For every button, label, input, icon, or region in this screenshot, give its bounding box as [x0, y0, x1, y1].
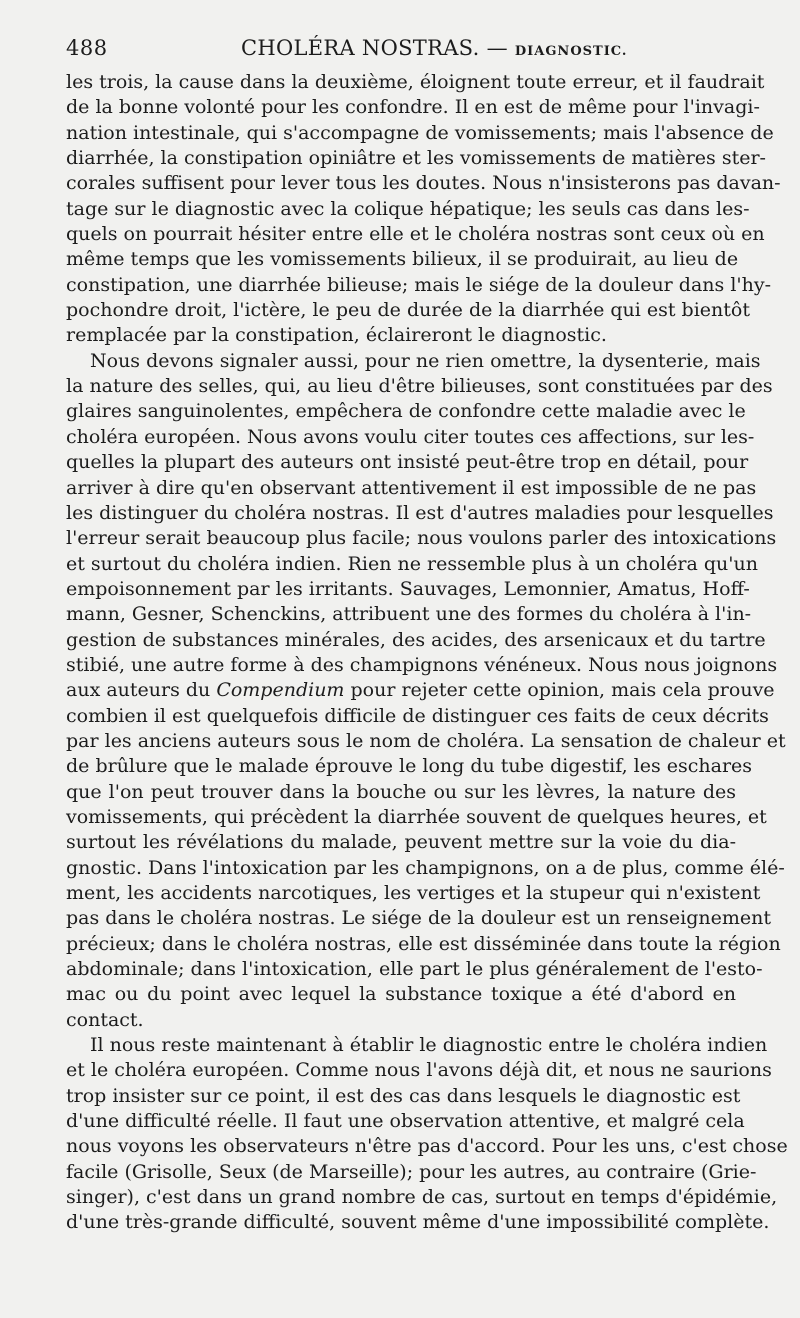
text-line: stibié, une autre forme à des champignons vénéneux. Nous nous joignons	[66, 653, 778, 676]
text-line: combien il est quelquefois difficile de distinguer ces faits de ceux décrits	[66, 704, 769, 727]
text-line: et surtout du choléra indien. Rien ne ressemble plus à un choléra qu'un	[66, 552, 758, 575]
text-line: d'une très-grande difficulté, souvent même d'une impossibilité complète.	[66, 1211, 770, 1234]
text-line: facile (Grisolle, Seux (de Marseille); pour les autres, au contraire (Grie-	[66, 1160, 757, 1183]
text-line: quels on pourrait hésiter entre elle et le choléra nostras sont ceux où en	[66, 223, 765, 246]
text-line: trop insister sur ce point, il est des cas dans lesquels le diagnostic est	[66, 1084, 741, 1107]
text-line: mac ou du point avec lequel la substance toxique a été d'abord en	[66, 983, 736, 1006]
text-line: diarrhée, la constipation opiniâtre et les vomissements de matières ster-	[66, 147, 766, 170]
body-text	[66, 70, 788, 1236]
text-line: la nature des selles, qui, au lieu d'être bilieuses, sont constituées par des	[66, 375, 773, 398]
text-line: par les anciens auteurs sous le nom de choléra. La sensation de chaleur et	[66, 729, 786, 752]
italic-title: Compendium	[216, 679, 345, 702]
text-line: les trois, la cause dans la deuxième, éloignent toute erreur, et il faudrait	[66, 71, 765, 93]
running-title-dash: —	[486, 36, 508, 60]
text-line: et le choléra européen. Comme nous l'avons déjà dit, et nous ne saurions	[66, 1059, 772, 1082]
text-line: aux auteurs du Compendium pour rejeter cette opinion, mais cela prouve	[66, 679, 775, 702]
text-line: quelles la plupart des auteurs ont insisté peut-être trop en détail, pour	[66, 451, 749, 474]
text-line: glaires sanguinolentes, empêchera de confondre cette maladie avec le	[66, 400, 746, 423]
text-line: surtout les révélations du malade, peuvent mettre sur la voie du dia-	[66, 831, 736, 854]
text-line: Nous devons signaler aussi, pour ne rien omettre, la dysenterie, mais	[90, 349, 761, 372]
text-line: d'une difficulté réelle. Il faut une observation attentive, et malgré cela	[66, 1110, 745, 1133]
text-line: contact.	[66, 1008, 144, 1031]
text-line: singer), c'est dans un grand nombre de cas, surtout en temps d'épidémie,	[66, 1186, 778, 1209]
text-line: les distinguer du choléra nostras. Il est d'autres maladies pour lesquelles	[66, 501, 774, 524]
text-line: vomissements, qui précèdent la diarrhée souvent de quelques heures, et	[66, 805, 767, 828]
text-line: gestion de substances minérales, des acides, des arsenicaux et du tartre	[66, 628, 766, 651]
running-title	[241, 36, 627, 60]
page-number: 488	[66, 36, 108, 60]
text-line: l'erreur serait beaucoup plus facile; nous voulons parler des intoxications	[66, 527, 777, 550]
text-line: Il nous reste maintenant à établir le diagnostic entre le choléra indien	[90, 1034, 768, 1057]
text-line: remplacée par la constipation, éclaireront le diagnostic.	[66, 324, 607, 347]
text-line: précieux; dans le choléra nostras, elle est disséminée dans toute la région	[66, 932, 781, 955]
text-line: même temps que les vomissements bilieux, il se produirait, au lieu de	[66, 248, 739, 271]
text-line: arriver à dire qu'en observant attentivement il est impossible de ne pas	[66, 476, 757, 499]
text-line: tage sur le diagnostic avec la colique hépatique; les seuls cas dans les-	[66, 197, 750, 220]
text-line: ment, les accidents narcotiques, les vertiges et la stupeur qui n'existent	[66, 882, 761, 904]
text-line: nous voyons les observateurs n'être pas d'accord. Pour les uns, c'est chose	[66, 1135, 788, 1158]
text-line: abdominale; dans l'intoxication, elle part le plus généralement de l'esto-	[66, 958, 763, 981]
running-title-main: CHOLÉRA NOSTRAS.	[241, 36, 480, 60]
text-line: constipation, une diarrhée bilieuse; mais le siége de la douleur dans l'hy-	[66, 273, 772, 296]
text-line: de brûlure que le malade éprouve le long du tube digestif, les eschares	[66, 755, 753, 778]
text-line: pas dans le choléra nostras. Le siége de la douleur est un renseignement	[66, 907, 771, 930]
text-line: empoisonnement par les irritants. Sauvages, Lemonnier, Amatus, Hoff-	[66, 577, 750, 600]
text-line: nation intestinale, qui s'accompagne de vomissements; mais l'absence de	[66, 121, 774, 144]
running-header	[66, 36, 736, 66]
text-line: que l'on peut trouver dans la bouche ou sur les lèvres, la nature des	[66, 780, 736, 803]
running-title-sub: DIAGNOSTIC.	[514, 44, 628, 59]
text-line: pochondre droit, l'ictère, le peu de durée de la diarrhée qui est bientôt	[66, 299, 750, 322]
text-line: de la bonne volonté pour les confondre. Il en est de même pour l'invagi-	[66, 96, 760, 119]
text-line: gnostic. Dans l'intoxication par les champignons, on a de plus, comme élé-	[66, 856, 785, 879]
text-line: corales suffisent pour lever tous les doutes. Nous n'insisterons pas davan-	[66, 172, 781, 195]
text-line: mann, Gesner, Schenckins, attribuent une des formes du choléra à l'in-	[66, 603, 752, 626]
text-line: choléra européen. Nous avons voulu citer toutes ces affections, sur les-	[66, 425, 755, 448]
